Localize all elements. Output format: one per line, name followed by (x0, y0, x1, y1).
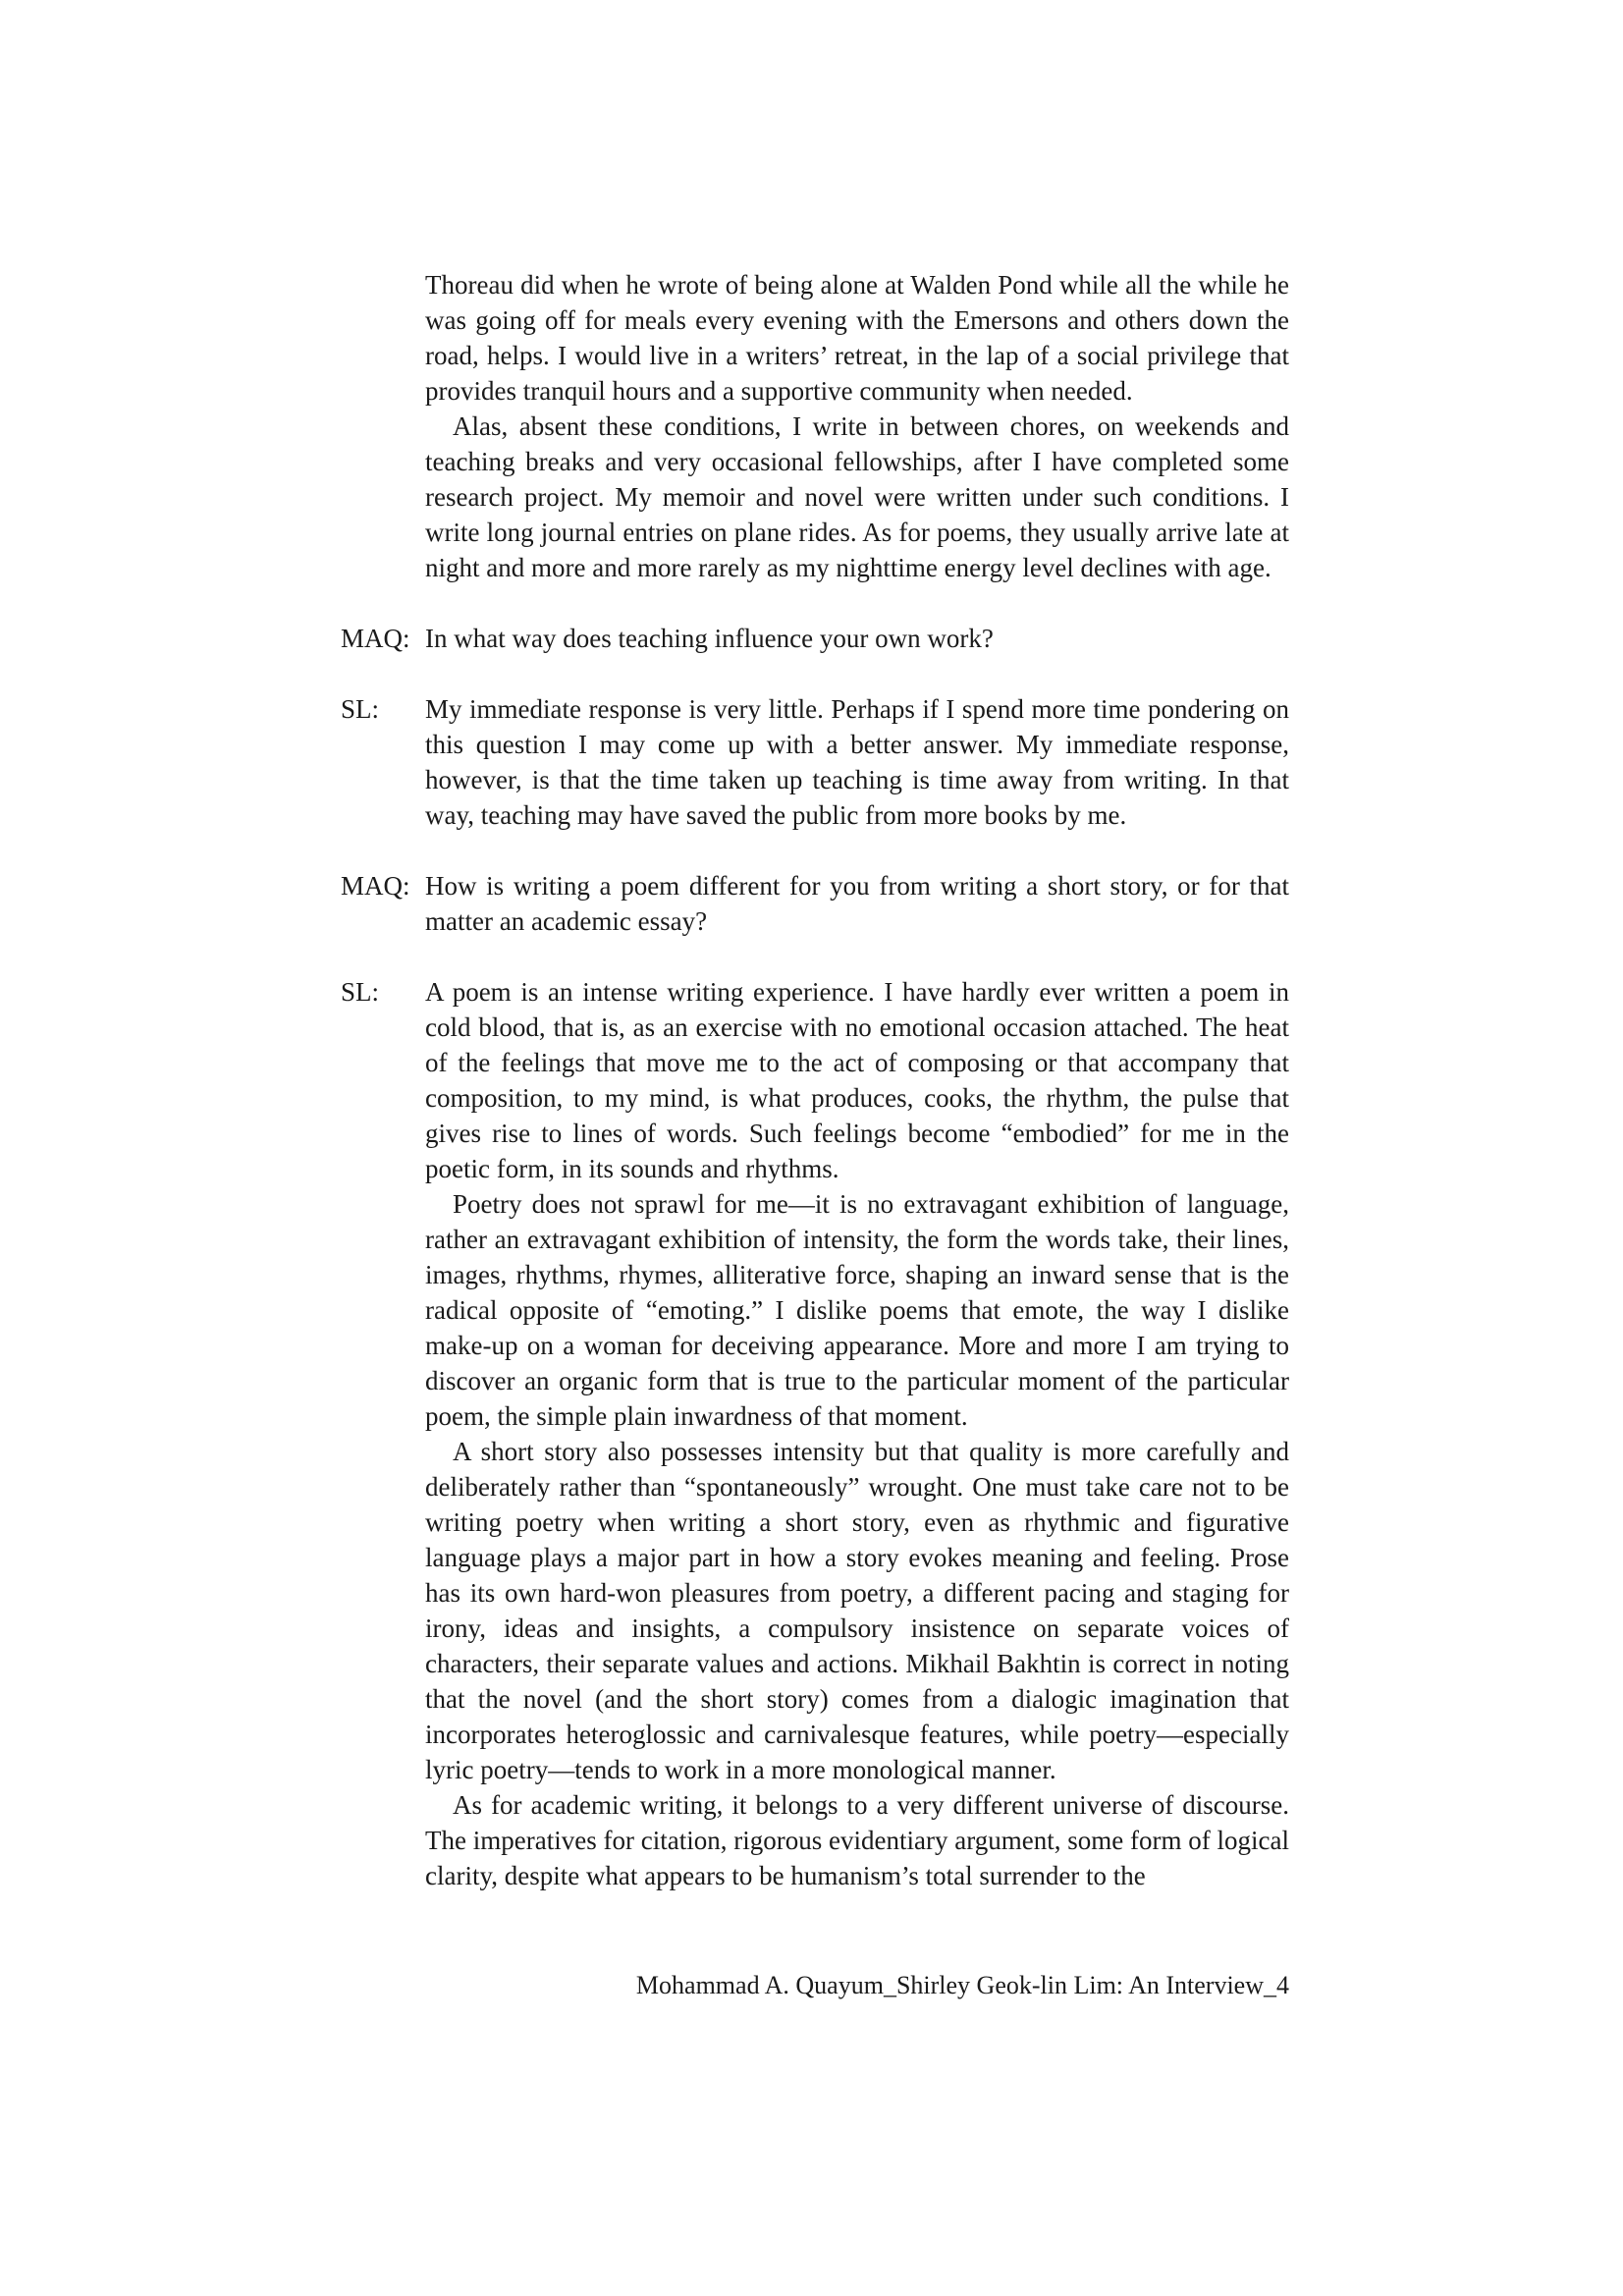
paragraph: Poetry does not sprawl for me—it is no extravagant exhibition of language, rather an extravagant exhibition of intensity, the form the words take, their lines, images, rhythms, rhymes, alliterative force, shaping an inward sense that is the radical opposite of “emoting.” I dislike poems that emote, the way I dislike make-up on a woman for deceiving appearance. More and more I am trying to discover an organic form that is true to the particular moment of the particular poem, the simple plain inwardness of that moment. (425, 1189, 1289, 1431)
speaker-label: MAQ: (341, 871, 410, 901)
paragraph: Thoreau did when he wrote of being alone at Walden Pond while all the while he was going off for meals every evening with the Emersons and others down the road, helps. I would live in a writers’ retreat, in the lap of a social privilege that provides tranquil hours and a supportive community when needed. (425, 270, 1289, 406)
paragraph: Alas, absent these conditions, I write in between chores, on weekends and teaching breaks and very occasional fellowships, after I have completed some research project. My memoir and novel were written under such conditions. I write long journal entries on plane rides. As for poems, they usually arrive late at night and more and more rarely as my nighttime energy level declines with age. (425, 411, 1289, 582)
answer-text (425, 974, 1289, 1893)
speaker-label: SL: (341, 977, 380, 1007)
answer-text (425, 691, 1289, 833)
running-footer: Mohammad A. Quayum_Shirley Geok-lin Lim: An Interview_4 (635, 1971, 1289, 1999)
paragraph: How is writing a poem different for you from writing a short story, or for that matter an academic essay? (425, 871, 1289, 936)
paragraph: As for academic writing, it belongs to a very different universe of discourse. The imperatives for citation, rigorous evidentiary argument, some form of logical clarity, despite what appears to be humanism’s total surrender to the (425, 1790, 1289, 1890)
speaker-label: SL: (341, 694, 380, 724)
speaker-label: MAQ: (341, 624, 410, 653)
answer-block (341, 691, 1289, 833)
question-block (341, 621, 1289, 656)
question-block (341, 868, 1289, 939)
interview-body (341, 267, 1289, 1893)
answer-block (341, 974, 1289, 1893)
paragraph: A poem is an intense writing experience. I have hardly ever written a poem in cold blood, that is, as an exercise with no emotional occasion attached. The heat of the feelings that move me to the act of composing or that accompany that composition, to my mind, is what produces, cooks, the rhythm, the pulse that gives rise to lines of words. Such feelings become “embodied” for me in the poetic form, in its sounds and rhythms. (425, 977, 1289, 1183)
paragraph: My immediate response is very little. Perhaps if I spend more time pondering on this question I may come up with a better answer. My immediate response, however, is that the time taken up teaching is time away from writing. In that way, teaching may have saved the public from more books by me. (425, 694, 1289, 830)
continued-answer (425, 267, 1289, 585)
question-text (425, 868, 1289, 939)
question-text (425, 621, 1289, 656)
paragraph: A short story also possesses intensity but that quality is more carefully and deliberately rather than “spontaneously” wrought. One must take care not to be writing poetry when writing a short story, even as rhythmic and figurative language plays a major part in how a story evokes meaning and feeling. Prose has its own hard-won pleasures from poetry, a different pacing and staging for irony, ideas and insights, a compulsory insistence on separate voices of characters, their separate values and actions. Mikhail Bakhtin is correct in noting that the novel (and the short story) comes from a dialogic imagination that incorporates heteroglossic and carnivalesque features, while poetry—especially lyric poetry—tends to work in a more monological manner. (425, 1437, 1289, 1784)
paragraph: In what way does teaching influence your own work? (425, 624, 994, 653)
